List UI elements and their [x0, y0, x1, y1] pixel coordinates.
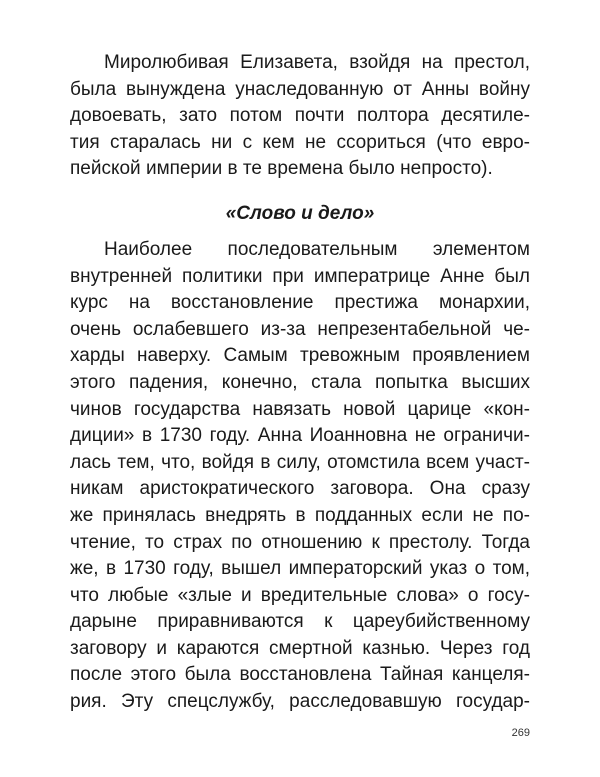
- text-line: лась тем, что, войдя в силу, отомстила всем участ-: [70, 451, 530, 473]
- text-line: пейской империи в те времена было непросто).: [70, 158, 493, 180]
- text-line: чинов государства навязать новой царице «кон-: [70, 398, 530, 420]
- text-line: Наиболее последовательным элементом: [104, 238, 530, 260]
- text-line: внутренней политики при императрице Анне был: [70, 265, 530, 287]
- text-line: дарыне приравниваются к цареубийственному: [70, 611, 530, 633]
- text-line: чтение, то страх по отношению к престолу. Тогда: [70, 531, 530, 553]
- text-line: никам аристократического заговора. Она сразу: [70, 478, 530, 500]
- paragraph-2: [70, 237, 530, 716]
- text-line: Миролюбивая Елизавета, взойдя на престол,: [104, 52, 530, 73]
- page-number: 269: [511, 727, 530, 739]
- paragraph-1: [70, 50, 530, 183]
- text-line: очень ослабевшего из-за непрезентабельной че-: [70, 318, 530, 340]
- text-line: заговору и караются смертной казнью. Через год: [70, 637, 530, 659]
- page-body: [70, 50, 530, 716]
- section-heading: «Слово и дело»: [225, 202, 375, 224]
- text-line: после этого была восстановлена Тайная канцеля-: [70, 664, 530, 686]
- text-line: же принялась внедрять в подданных если не по-: [70, 504, 530, 526]
- text-line: тия старалась ни с кем не ссориться (что евро-: [70, 131, 530, 153]
- text-line: этого падения, конечно, стала попытка высших: [70, 371, 530, 393]
- text-line: была вынуждена унаследованную от Анны войну: [70, 78, 530, 100]
- text-line: харды наверху. Самым тревожным проявлением: [70, 345, 530, 367]
- text-line: рия. Эту спецслужбу, расследовавшую государ-: [70, 691, 530, 713]
- text-line: же, в 1730 году, вышел императорский указ о том,: [70, 558, 530, 580]
- text-line: что любые «злые и вредительные слова» о госу-: [70, 584, 530, 606]
- text-line: довоевать, зато потом почти полтора десятиле-: [70, 105, 530, 127]
- text-line: курс на восстановление престижа монархии,: [70, 292, 530, 314]
- text-line: диции» в 1730 году. Анна Иоанновна не ограничи-: [70, 425, 530, 447]
